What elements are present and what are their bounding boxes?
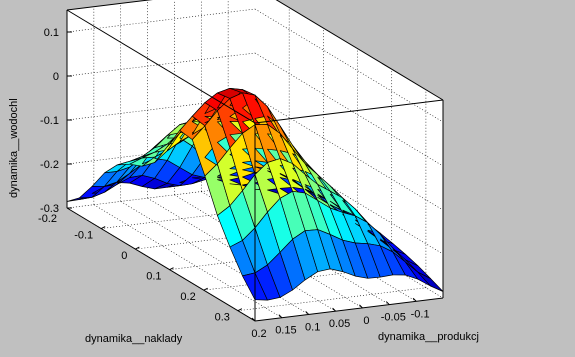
y-tick-label: -0.2: [38, 213, 57, 225]
x-tick-label: 0.15: [275, 324, 297, 337]
y-tick-label: 0.3: [214, 311, 230, 324]
z-tick-label: -0.1: [40, 115, 59, 127]
z-axis-label: dynamika__wodochl: [8, 98, 20, 198]
y-tick-label: 0.1: [146, 270, 162, 283]
y-tick-label: 0: [121, 250, 128, 263]
x-tick-label: 0.05: [328, 318, 351, 331]
x-tick-label: 0.2: [251, 328, 267, 340]
z-tick-label: -0.3: [40, 203, 59, 215]
y-tick-label: 0.2: [180, 291, 196, 304]
x-tick-label: -0.05: [380, 311, 406, 324]
z-tick-label: -0.2: [40, 159, 59, 171]
y-tick-label: -0.1: [74, 229, 94, 242]
x-axis-label: dynamika__produkcj: [378, 331, 479, 343]
x-tick-label: 0.1: [305, 321, 321, 334]
z-tick-label: 0: [52, 71, 59, 83]
z-tick-label: 0.1: [43, 27, 59, 39]
x-tick-label: 0: [363, 314, 370, 327]
y-axis-label: dynamika__naklady: [85, 333, 183, 345]
x-tick-label: -0.1: [410, 308, 430, 321]
